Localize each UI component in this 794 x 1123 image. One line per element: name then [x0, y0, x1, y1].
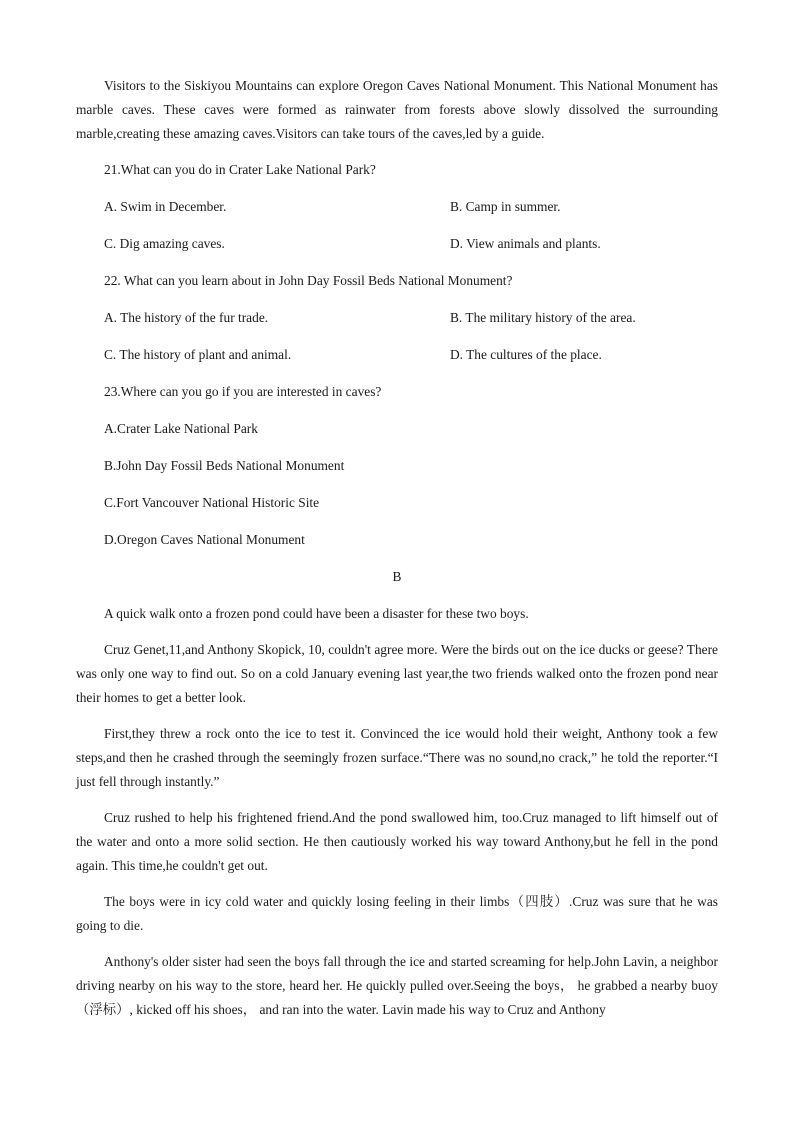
section-b-paragraph-4: Cruz rushed to help his frightened friend.And the pond swallowed him, too.Cruz managed to lift himself out of the water and onto a more solid section. He then cautiously worked his way toward Anthony,but he fell in the pond again. This time,he couldn't get out. — [76, 810, 718, 873]
question-22: 22. What can you learn about in John Day Fossil Beds National Monument? — [104, 273, 513, 288]
question-21-option-a: A. Swim in December. — [104, 199, 227, 214]
question-21-option-c: C. Dig amazing caves. — [104, 236, 225, 251]
passage-a-closing-paragraph: Visitors to the Siskiyou Mountains can explore Oregon Caves National Monument. This National Monument has marble caves. These caves were formed as rainwater from forests above slowly dissolved the surrounding marble,creating these amazing caves.Visitors can take tours of the caves,led by a guide. — [76, 78, 718, 141]
question-21-options-row-2 — [76, 232, 718, 256]
section-b-paragraph-3: First,they threw a rock onto the ice to test it. Convinced the ice would hold their weight, Anthony took a few steps,and then he crashed through the seemingly frozen surface.“There was no sound,no crack,” he told the reporter.“I just fell through instantly.” — [76, 726, 718, 789]
question-23-option-c: C.Fort Vancouver National Historic Site — [104, 495, 320, 510]
question-23: 23.Where can you go if you are interested in caves? — [104, 384, 382, 399]
section-b-paragraph-5: The boys were in icy cold water and quickly losing feeling in their limbs（四肢）.Cruz was sure that he was going to die. — [76, 894, 718, 933]
section-b-heading: B — [392, 569, 402, 584]
question-21-option-b: B. Camp in summer. — [450, 199, 561, 214]
page-content — [76, 74, 718, 1034]
question-22-option-d: D. The cultures of the place. — [450, 347, 602, 362]
section-b-paragraph-6: Anthony's older sister had seen the boys fall through the ice and started screaming for help.John Lavin, a neighbor driving nearby on his way to the store, heard her. He quickly pulled over.Seeing the boys， he grabbed a nearby buoy（浮标）, kicked off his shoes， and ran into the water. Lavin made his way to Cruz and Anthony — [76, 954, 718, 1017]
question-22-option-b: B. The military history of the area. — [450, 310, 636, 325]
question-23-option-d: D.Oregon Caves National Monument — [104, 532, 305, 547]
question-21: 21.What can you do in Crater Lake National Park? — [104, 162, 376, 177]
question-21-option-d: D. View animals and plants. — [450, 236, 601, 251]
question-22-options-row-2 — [76, 343, 718, 367]
question-22-option-a: A. The history of the fur trade. — [104, 310, 269, 325]
section-b-paragraph-1: A quick walk onto a frozen pond could have been a disaster for these two boys. — [104, 606, 529, 621]
question-22-option-c: C. The history of plant and animal. — [104, 347, 292, 362]
question-23-option-a: A.Crater Lake National Park — [104, 421, 258, 436]
question-22-options-row-1 — [76, 306, 718, 330]
section-b-paragraph-2: Cruz Genet,11,and Anthony Skopick, 10, couldn't agree more. Were the birds out on the ice ducks or geese? There was only one way to find out. So on a cold January evening last year,the two friends walked onto the frozen pond near their homes to get a better look. — [76, 642, 718, 705]
question-23-option-b: B.John Day Fossil Beds National Monument — [104, 458, 345, 473]
question-21-options-row-1 — [76, 195, 718, 219]
